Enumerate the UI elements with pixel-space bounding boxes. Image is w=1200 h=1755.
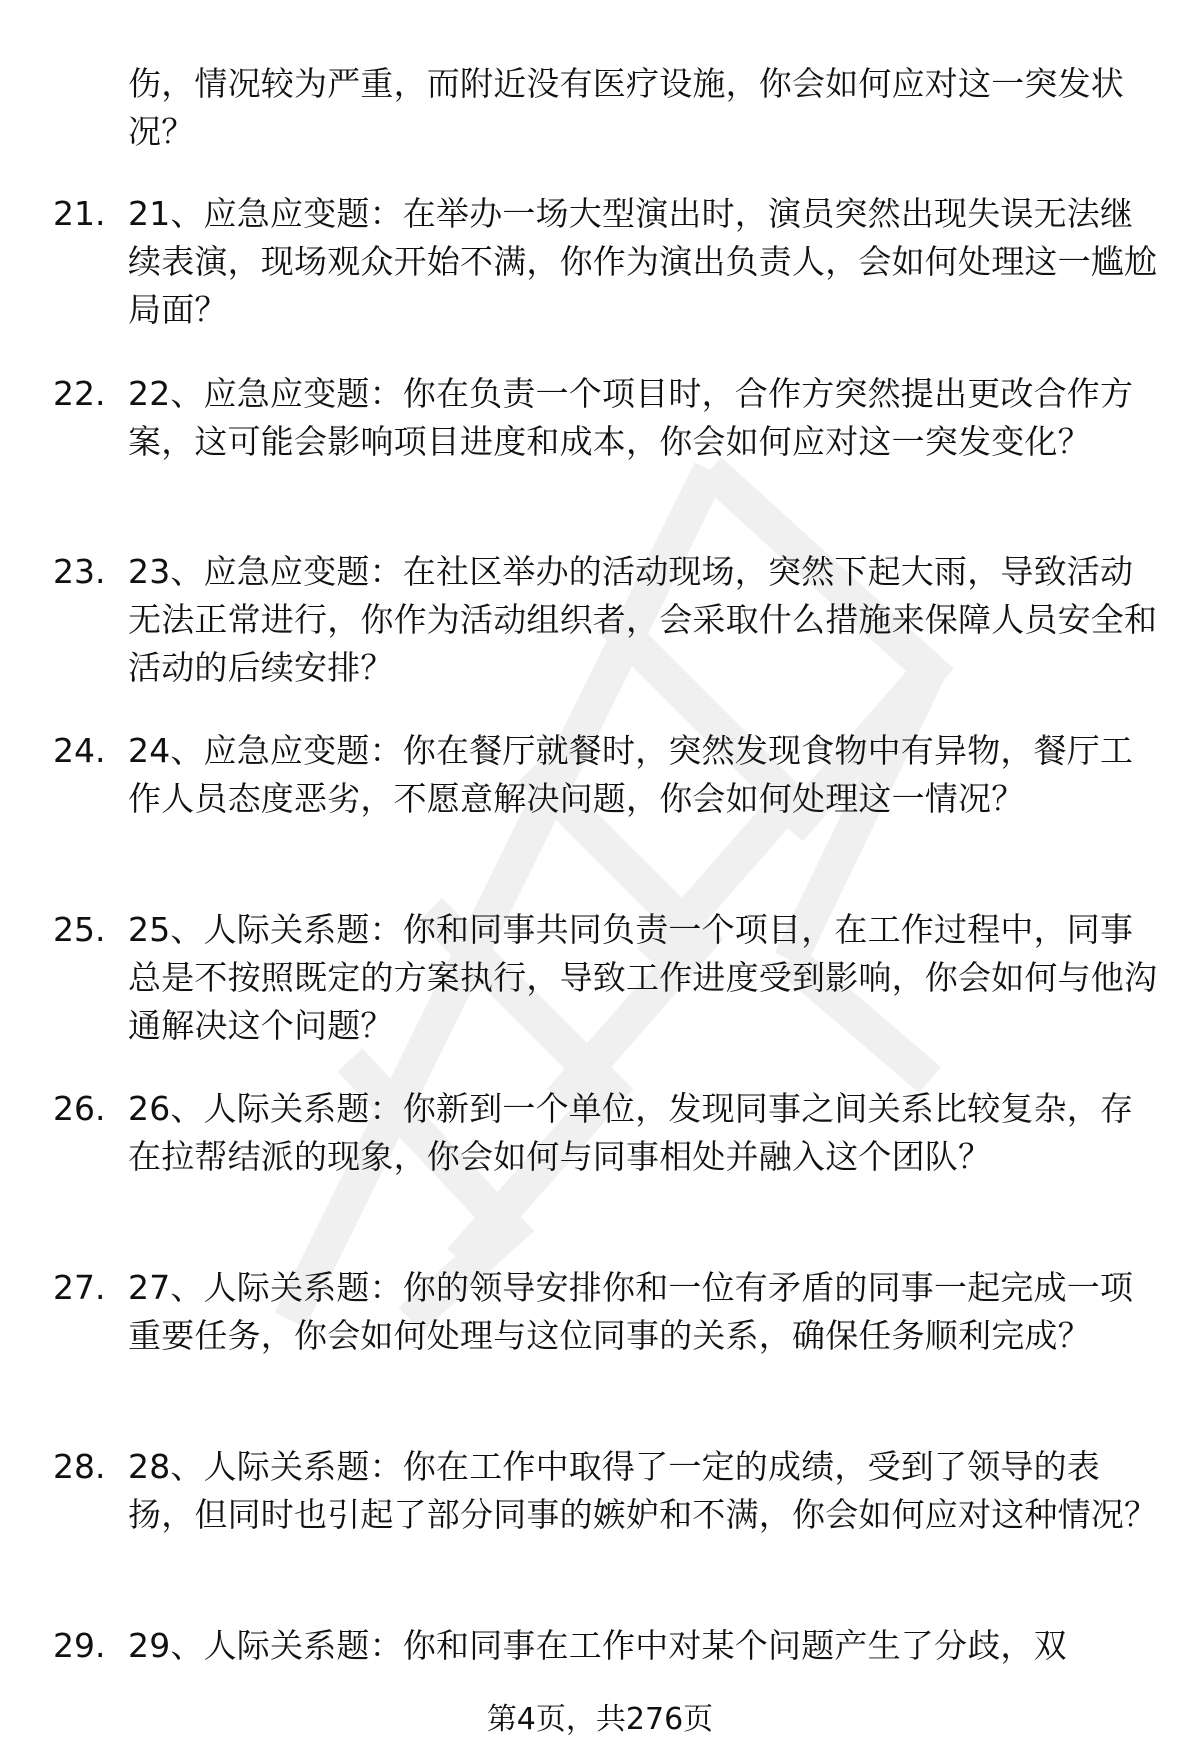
item-text: 22、应急应变题：你在负责一个项目时，合作方突然提出更改合作方案，这可能会影响项目进度和成本，你会如何应对这一突发变化？ <box>128 374 1134 461</box>
item-text: 21、应急应变题：在举办一场大型演出时，演员突然出现失误无法继续表演，现场观众开始不满，你作为演出负责人，会如何处理这一尴尬局面？ <box>128 194 1158 329</box>
item-text: 29、人际关系题：你和同事在工作中对某个问题产生了分歧，双 <box>128 1626 1067 1665</box>
item-number: 26. <box>53 1089 106 1128</box>
continued-paragraph: 伤，情况较为严重，而附近没有医疗设施，你会如何应对这一突发状况？ <box>128 64 1124 151</box>
item-text: 24、应急应变题：你在餐厅就餐时，突然发现食物中有异物，餐厅工作人员态度恶劣，不愿意解决问题，你会如何处理这一情况？ <box>128 731 1134 818</box>
item-text: 23、应急应变题：在社区举办的活动现场，突然下起大雨，导致活动无法正常进行，你作为活动组织者，会采取什么措施来保障人员安全和活动的后续安排？ <box>128 552 1158 687</box>
item-text: 25、人际关系题：你和同事共同负责一个项目，在工作过程中，同事总是不按照既定的方案执行，导致工作进度受到影响，你会如何与他沟通解决这个问题？ <box>128 910 1158 1045</box>
item-text: 26、人际关系题：你新到一个单位，发现同事之间关系比较复杂，存在拉帮结派的现象，你会如何与同事相处并融入这个团队？ <box>128 1089 1134 1176</box>
item-number: 23. <box>53 552 106 591</box>
item-number: 24. <box>53 731 106 770</box>
item-number: 29. <box>53 1626 106 1665</box>
item-number: 28. <box>53 1447 106 1486</box>
item-number: 25. <box>53 910 106 949</box>
page-footer: 第4页，共276页 <box>486 1702 714 1737</box>
item-number: 27. <box>53 1268 106 1307</box>
item-number: 21. <box>53 194 106 233</box>
item-text: 28、人际关系题：你在工作中取得了一定的成绩，受到了领导的表扬，但同时也引起了部分同事的嫉妒和不满，你会如何应对这种情况？ <box>128 1447 1158 1534</box>
item-number: 22. <box>53 374 106 413</box>
item-text: 27、人际关系题：你的领导安排你和一位有矛盾的同事一起完成一项重要任务，你会如何处理与这位同事的关系，确保任务顺利完成？ <box>128 1268 1134 1355</box>
